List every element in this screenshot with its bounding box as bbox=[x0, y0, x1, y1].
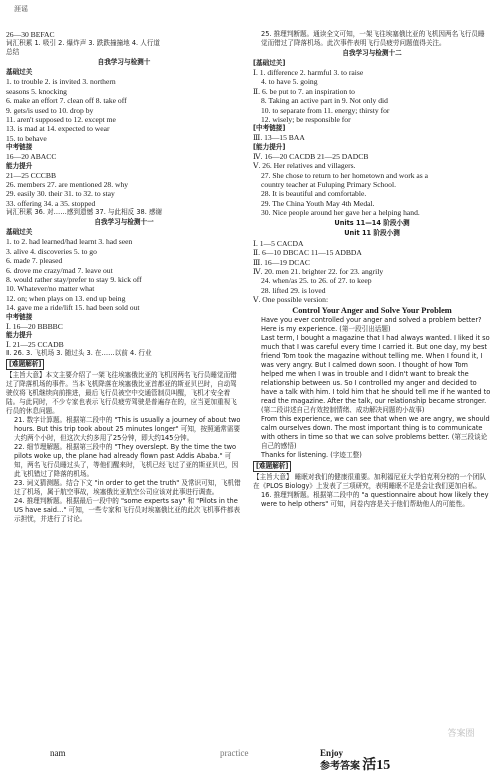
answer-label: 参考答案 bbox=[320, 761, 360, 772]
right-line: Unit 11 阶段小测 bbox=[344, 228, 400, 237]
left-line: 12. on; when plays on 13. end up being bbox=[6, 293, 126, 303]
right-line: Ⅰ. 1—5 CACDA bbox=[253, 238, 304, 248]
left-line: 8. would rather stay/prefer to stay 9. kick off bbox=[6, 274, 142, 284]
right-line: Ⅳ. 16—20 CACDB 21—25 DADCB bbox=[253, 151, 369, 161]
right-line: 30. Nice people around her gave her a helping hand. bbox=[261, 208, 420, 218]
top-mark: 涯谣 bbox=[14, 5, 28, 13]
left-line: 13. is mad at 14. expected to wear bbox=[6, 124, 110, 134]
right-line: Last term, I bought a magazine that I had always wanted. I liked it so much that I was careful every time I carried it. But one day, my best friend Tom took the magazine without telling me. When I found it, I was very angry. But I calmed down soon. I thought of how Tom helped me when I was in trouble and I didn't want to break the relationship between us. So I controlled my anger and decided to have a talk with him. I told him that he should tell me if he wanted to read the magazine. After the talk, our relationship became stronger. (第二段讲述自己有效控制情绪、成功解决问题的小故事) bbox=[261, 333, 491, 414]
left-column bbox=[6, 30, 242, 524]
watermark-text: 答案圈 bbox=[447, 729, 475, 739]
left-line: seasons 5. knocking bbox=[6, 86, 67, 96]
footer-right-block bbox=[320, 748, 390, 774]
left-line: 自我学习与检测十 bbox=[97, 58, 151, 67]
left-line: 6. drove me crazy/mad 7. leave out bbox=[6, 265, 113, 275]
right-line: 24. when/as 25. to 26. of 27. to keep bbox=[261, 276, 372, 286]
left-line: 自我学习与检测十一 bbox=[94, 218, 154, 227]
page-prefix: 活 bbox=[362, 757, 377, 773]
right-line: Ⅱ. 6—10 DBCAC 11—15 ADBDA bbox=[253, 248, 362, 258]
right-line: 16. 推理判断题。根据第二段中的 "a questionnaire about how likely they were to help others" 可知，问卷内容是关于他们帮助他人的可能性。 bbox=[261, 490, 489, 508]
left-line: 9. gets/is used to 10. drop by bbox=[6, 105, 94, 115]
right-line: 8. Taking an active part in 9. Not only did bbox=[261, 96, 388, 106]
right-line: 【主旨大意】 睡眠对我们的健康很重要。加利福尼亚大学伯克利分校的一个团队在《PLOS Biology》上发表了三项研究，表明睡眠不足是会让我们更加自私。 bbox=[253, 472, 486, 490]
left-line: 1. to 2. had learned/had learnt 3. had seen bbox=[6, 237, 133, 247]
left-line: 29. easily 30. their 31. to 32. to stay bbox=[6, 189, 115, 199]
left-line: 能力提升 bbox=[6, 330, 33, 339]
left-line: 基础过关 bbox=[6, 228, 33, 237]
left-line: 3. alive 4. discoveries 5. to go bbox=[6, 246, 97, 256]
right-line: 自我学习与检测十二 bbox=[342, 49, 402, 57]
left-line: 总结 bbox=[6, 48, 20, 57]
left-line: 11. aren't supposed to 12. except me bbox=[6, 115, 116, 125]
left-line: 【主旨大意】本文主要介绍了一架飞往埃塞俄比亚的飞机因两名飞行员睡觉而错过了降落机场的事件。当本飞机降落在埃塞俄比亚首都亚的斯亚贝巴时，自动驾驶仪将飞机继续向前推进，最后飞行员被空中交通管制员叫醒，飞机才安全着陆。与此同时，不少专家也表示飞行员疲劳驾驶是普遍存在的，应当更加重视飞行员的休息问题。 bbox=[6, 371, 237, 416]
right-column bbox=[253, 30, 491, 509]
right-line: From this experience, we can see that when we are angry, we should calm ourselves down. The most important thing is to communicate with others in time so that we can solve problems better. (第三段谈论自己的感悟) bbox=[261, 414, 490, 450]
left-line: 6. make an effort 7. clean off 8. take off bbox=[6, 96, 127, 106]
footer-left-text: nam bbox=[50, 748, 66, 758]
right-line: Control Your Anger and Solve Your Problem bbox=[292, 305, 452, 315]
right-line: 28. lifted 29. is loved bbox=[261, 285, 326, 295]
right-line: [基础过关] bbox=[253, 59, 286, 67]
right-line: 25. 推理判断题。通读全文可知，一架飞往埃塞俄比亚的飞机因两名飞行员睡觉而错过了降落机场。此次事件表明飞行员疲劳问题值得关注。 bbox=[261, 30, 485, 47]
right-line: Units 11—14 阶段小测 bbox=[334, 218, 410, 227]
page-number: 15 bbox=[376, 758, 391, 773]
left-line: 15. to behave bbox=[6, 133, 47, 143]
left-line: 23. 词义猜测题。结合下文 "in order to get the truth" 及常识可知，飞机错过了机场，属于航空事故，埃塞俄比亚航空公司应该对此事进行调查。 bbox=[14, 479, 241, 497]
right-line: Ⅰ. 1. difference 2. harmful 3. to raise bbox=[253, 68, 364, 77]
left-line: Ⅰ. 16—20 BBBBC bbox=[6, 321, 63, 331]
left-line: 1. to trouble 2. is invited 3. northern bbox=[6, 77, 116, 87]
right-line: Ⅴ. One possible version: bbox=[253, 295, 329, 305]
right-line: Ⅲ. 13—15 BAA bbox=[253, 133, 305, 143]
left-line: 14. gave me a ride/lift 15. had been sold out bbox=[6, 303, 140, 313]
right-line: 29. The China Youth May 4th Medal. bbox=[261, 198, 375, 208]
right-line: 12. wisely; be responsible for bbox=[261, 115, 351, 125]
left-line: 10. Whatever/no matter what bbox=[6, 284, 95, 294]
left-line: 22. 细节理解题。根据第三段中的 "They overslept. By the time the two pilots woke up, the plane had already flown past Addis Ababa." 可知，两名飞行员睡过头了，等他们醒来时，飞机已经飞过了亚的斯亚贝巴，因此飞机错过了降落的机场。 bbox=[14, 443, 239, 479]
left-line: 21. 数字计算题。根据第二段中的 "This is usually a journey of about two hours. But this trip took about 25 minutes longer" 可知，按照通常需要大约两个小时，但这次大约多用了25分钟，即大约145分钟。 bbox=[14, 416, 241, 443]
right-line: 10. to separate from 11. energy; thirsty for bbox=[261, 105, 390, 115]
right-line: country teacher at Fuluping Primary School. bbox=[261, 180, 396, 190]
left-line: 33. offering 34. a 35. stopped bbox=[6, 198, 96, 208]
left-line: 26—30 BEFAC bbox=[6, 30, 55, 39]
left-line: 中考链接 bbox=[6, 312, 33, 321]
left-line: 16—20 ABACC bbox=[6, 152, 57, 162]
left-line: 基础过关 bbox=[6, 68, 33, 77]
left-line: 6. made 7. pleased bbox=[6, 256, 63, 266]
right-line: Ⅳ. 20. men 21. brighter 22. for 23. angrily bbox=[253, 266, 384, 276]
right-line: Thanks for listening. (字迹工整) bbox=[261, 450, 362, 459]
footer-mid-text: practice bbox=[220, 748, 249, 758]
left-line: 24. 推理判断题。根据最后一段中的 "some experts say" 和 "Pilots in the US have said…" 可知，一些专家和飞行员对埃塞俄比亚的此次飞机事件都表示担忧，并进行了讨论。 bbox=[14, 497, 241, 524]
right-line: 4. to have 5. going bbox=[261, 77, 318, 87]
footer-brand-text: Enjoy bbox=[320, 748, 344, 758]
left-line: 能力提升 bbox=[6, 161, 33, 170]
left-line: 词汇积累 36. 对……感到遗憾 37. 与此相反 38. 感谢 bbox=[6, 208, 163, 217]
right-line: [难题解析] bbox=[253, 461, 291, 472]
left-line: Ⅱ. 26. 3. 飞机场 3. 随过头 3. 在……以前 4. 行业 bbox=[6, 349, 152, 358]
left-line: 26. members 27. are mentioned 28. why bbox=[6, 180, 129, 190]
watermark-logo bbox=[430, 728, 492, 772]
right-line: Ⅲ. 16—19 DCAC bbox=[253, 257, 310, 267]
right-line: [能力提升] bbox=[253, 142, 286, 151]
left-line: Ⅰ. 21—25 CCADB bbox=[6, 339, 64, 349]
right-line: 27. She chose to return to her hometown and work as a bbox=[261, 170, 429, 180]
right-line: [中考链接] bbox=[253, 124, 286, 133]
left-line: 21—25 CCCBB bbox=[6, 170, 57, 180]
right-line: Ⅱ. 6. be put to 7. an inspiration to bbox=[253, 86, 355, 96]
right-line: 28. It is beautiful and comfortable. bbox=[261, 189, 367, 199]
right-line: Ⅴ. 26. Her relatives and villagers. bbox=[253, 161, 356, 171]
left-line: 词汇积累 1. 吸引 2. 爆炸声 3. 跌跌撞撞地 4. 人行道 bbox=[6, 39, 161, 48]
right-line: Have you ever controlled your anger and solved a problem better? Here is my experience. (第一段引出话题) bbox=[261, 315, 482, 333]
left-line: 中考链接 bbox=[6, 143, 33, 152]
left-line: [难题解析] bbox=[6, 359, 44, 370]
